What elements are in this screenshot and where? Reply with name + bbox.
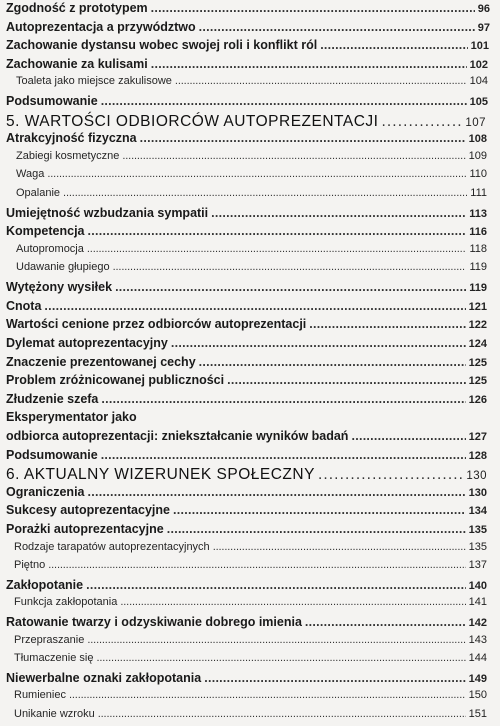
leader-dots (44, 299, 465, 313)
page-number: 111 (470, 187, 487, 199)
entry-title: Zabiegi kosmetyczne (16, 150, 120, 162)
toc-entry (0, 503, 500, 517)
entry-title: Przepraszanie (14, 634, 85, 646)
leader-dots (113, 261, 467, 273)
leader-dots (173, 503, 466, 517)
entry-title: Rumieniec (14, 689, 66, 701)
toc-entry (0, 243, 500, 255)
page-number: 125 (468, 357, 487, 369)
toc-entry (0, 20, 500, 34)
page-number: 128 (468, 450, 487, 462)
leader-dots (47, 168, 466, 180)
entry-title: Waga (16, 168, 45, 180)
toc-entry (0, 522, 500, 536)
entry-title: Cnota (6, 299, 42, 313)
leader-dots (175, 75, 467, 87)
toc-entry (0, 317, 500, 331)
entry-title: Wartości cenione przez odbiorców autoprezentacji (6, 317, 307, 331)
toc-entry (0, 634, 500, 646)
toc-entry (0, 57, 500, 71)
page-number: 124 (468, 338, 487, 350)
toc-entry (0, 336, 500, 350)
toc-entry (0, 485, 500, 499)
page-number: 113 (469, 208, 487, 220)
entry-title: Funkcja zakłopotania (14, 596, 118, 608)
leader-dots (320, 38, 467, 52)
page-number: 135 (468, 541, 487, 553)
toc-entry (0, 689, 500, 701)
leader-dots (101, 392, 465, 406)
entry-title: Udawanie głupiego (16, 261, 110, 273)
entry-title: Podsumowanie (6, 94, 98, 108)
toc-entry (0, 541, 500, 553)
leader-dots (115, 280, 466, 294)
toc-entry (0, 168, 500, 180)
page-number: 96 (477, 3, 490, 15)
entry-title: Tłumaczenie się (14, 652, 94, 664)
leader-dots (199, 355, 466, 369)
entry-title: Autopromocja (16, 243, 84, 255)
page-number: 119 (469, 282, 487, 294)
leader-dots (98, 708, 466, 720)
page-number: 107 (465, 117, 486, 129)
leader-dots (309, 317, 465, 331)
toc-entry (0, 75, 500, 87)
toc-entry (0, 299, 500, 313)
page-number: 116 (469, 226, 487, 238)
entry-title: Rodzaje tarapatów autoprezentacyjnych (14, 541, 210, 553)
leader-dots (88, 485, 466, 499)
entry-title: odbiorca autoprezentacji: zniekształcanie wyników badań (6, 429, 349, 443)
chapter-heading (0, 113, 500, 131)
leader-dots (88, 224, 467, 238)
toc-entry (0, 596, 500, 608)
toc-entry (0, 280, 500, 294)
page-number: 140 (468, 580, 487, 592)
toc-entry (0, 206, 500, 220)
toc-entry (0, 615, 500, 629)
chapter-title: 6. AKTUALNY WIZERUNEK SPOŁECZNY (6, 466, 315, 483)
leader-dots (122, 150, 465, 162)
page-number: 105 (469, 96, 488, 108)
leader-dots (381, 113, 462, 131)
page-number: 130 (466, 470, 487, 482)
leader-dots (101, 448, 466, 462)
chapter-heading (0, 466, 500, 484)
leader-dots (69, 689, 466, 701)
leader-dots (227, 373, 466, 387)
page-number: 97 (477, 22, 490, 34)
entry-title: Sukcesy autoprezentacyjne (6, 503, 170, 517)
page-number: 135 (468, 524, 487, 536)
chapter-title: 5. WARTOŚCI ODBIORCÓW AUTOPREZENTACJI (6, 113, 379, 130)
page-number: 104 (469, 75, 488, 87)
entry-title: Złudzenie szefa (6, 392, 99, 406)
entry-title: Kompetencja (6, 224, 85, 238)
leader-dots (211, 206, 466, 220)
toc-entry (0, 187, 500, 199)
toc-entry (0, 578, 500, 592)
page-number: 141 (468, 596, 487, 608)
entry-title: Niewerbalne oznaki zakłopotania (6, 671, 202, 685)
entry-title: Wytężony wysiłek (6, 280, 113, 294)
toc-entry (0, 1, 500, 15)
page-number: 101 (470, 40, 489, 52)
page-number: 109 (468, 150, 487, 162)
entry-title: Zachowanie za kulisami (6, 57, 148, 71)
leader-dots (171, 336, 466, 350)
page-number: 125 (468, 375, 487, 387)
leader-dots (63, 187, 467, 199)
leader-dots (96, 652, 465, 664)
page-number: 134 (468, 505, 487, 517)
toc-entry (0, 708, 500, 720)
leader-dots (151, 1, 475, 15)
page-number: 130 (468, 487, 487, 499)
toc-entry (0, 94, 500, 108)
entry-title: Problem zróżnicowanej publiczności (6, 373, 225, 387)
toc-entry (0, 652, 500, 664)
page-number: 137 (468, 559, 487, 571)
leader-dots (204, 671, 465, 685)
leader-dots (318, 466, 463, 484)
leader-dots (213, 541, 466, 553)
page-number: 102 (469, 59, 488, 71)
toc-entry (0, 392, 500, 406)
entry-title: Autoprezentacja a przywództwo (6, 20, 196, 34)
entry-title: Piętno (14, 559, 46, 571)
entry-title: Atrakcyjność fizyczna (6, 131, 137, 145)
toc-entry-first-line (0, 410, 500, 424)
entry-title: Dylemat autoprezentacyjny (6, 336, 168, 350)
page-number: 110 (469, 168, 487, 180)
leader-dots (86, 578, 466, 592)
entry-title: Ograniczenia (6, 485, 85, 499)
entry-title: Zachowanie dystansu wobec swojej roli i konflikt ról (6, 38, 318, 52)
toc-entry (0, 150, 500, 162)
page-number: 150 (468, 689, 487, 701)
leader-dots (48, 559, 465, 571)
toc-entry (0, 38, 500, 52)
entry-title: Umiejętność wzbudzania sympatii (6, 206, 209, 220)
toc-entry (0, 559, 500, 571)
page-number: 122 (468, 319, 487, 331)
toc-entry (0, 131, 500, 145)
entry-title: Ratowanie twarzy i odzyskiwanie dobrego imienia (6, 615, 302, 629)
leader-dots (140, 131, 466, 145)
leader-dots (87, 243, 467, 255)
toc-entry (0, 448, 500, 462)
page-number: 121 (468, 301, 487, 313)
entry-title: Toaleta jako miejsce zakulisowe (16, 75, 172, 87)
entry-title: Zgodność z prototypem (6, 1, 148, 15)
page-number: 118 (469, 243, 487, 255)
toc-entry (0, 224, 500, 238)
leader-dots (167, 522, 466, 536)
page-number: 126 (468, 394, 487, 406)
leader-dots (101, 94, 467, 108)
page-number: 151 (468, 708, 487, 720)
entry-title: Znaczenie prezentowanej cechy (6, 355, 196, 369)
leader-dots (351, 429, 465, 443)
entry-title: Opalanie (16, 187, 61, 199)
page-number: 144 (468, 652, 487, 664)
leader-dots (151, 57, 467, 71)
page-number: 108 (468, 133, 487, 145)
toc-entry (0, 261, 500, 273)
page-number: 119 (469, 261, 487, 273)
toc-entry (0, 671, 500, 685)
page-number: 127 (468, 431, 487, 443)
entry-title: Eksperymentator jako (6, 410, 137, 424)
leader-dots (87, 634, 465, 646)
leader-dots (305, 615, 466, 629)
entry-title: Podsumowanie (6, 448, 98, 462)
toc-entry (0, 373, 500, 387)
entry-title: Zakłopotanie (6, 578, 84, 592)
toc-entry (0, 429, 500, 443)
page-number: 143 (468, 634, 487, 646)
entry-title: Unikanie wzroku (14, 708, 95, 720)
leader-dots (120, 596, 465, 608)
leader-dots (199, 20, 475, 34)
toc-entry (0, 355, 500, 369)
page-number: 149 (468, 673, 487, 685)
entry-title: Porażki autoprezentacyjne (6, 522, 164, 536)
page-number: 142 (468, 617, 487, 629)
